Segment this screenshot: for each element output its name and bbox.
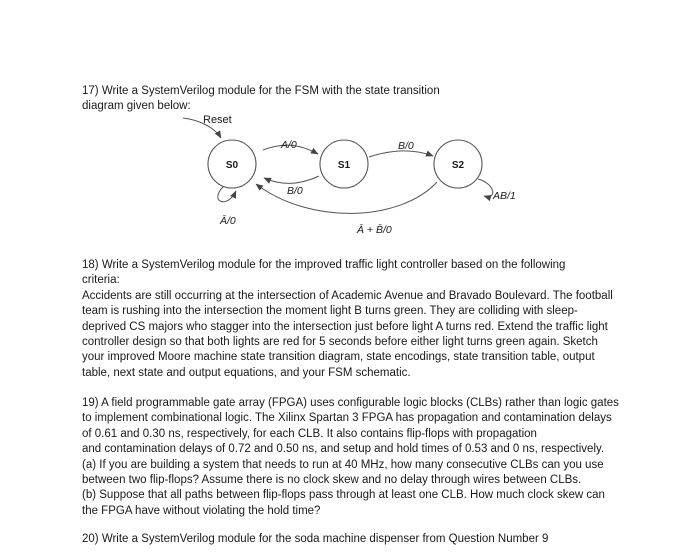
question-20 <box>82 532 642 547</box>
question-18-line: controller design so that both lights are red for 5 seconds before either light turns green again. Sketch <box>82 336 598 349</box>
edge-s0-s1-label: A/0 <box>281 139 297 151</box>
question-18-line: 18) Write a SystemVerilog module for the improved traffic light controller based on the following <box>82 259 566 271</box>
question-20-line: 20) Write a SystemVerilog module for the soda machine dispenser from Question Number 9 <box>82 533 549 545</box>
question-17-line: 17) Write a SystemVerilog module for the FSM with the state transition <box>82 85 440 97</box>
reset-label: Reset <box>203 114 232 126</box>
state-s1-label: S1 <box>337 160 351 171</box>
question-18-line: your improved Moore machine state transition diagram, state encodings, state transition table, output <box>82 351 595 364</box>
question-19-line: 19) A field programmable gate array (FPGA) uses configurable logic blocks (CLBs) rather than logic gates <box>82 397 619 409</box>
question-18-line: criteria: <box>82 274 120 287</box>
edge-s2-s0-label: Ā + B̄/0 <box>357 224 392 236</box>
question-19-line: (a) If you are building a system that needs to run at 40 MHz, how many consecutive CLBs can you use <box>82 458 604 471</box>
edge-s0-self-label: Ā/0 <box>220 215 236 227</box>
edge-s2-self-label: AB/1 <box>493 190 516 202</box>
edge-s1-s2-label: B/0 <box>398 140 414 152</box>
edge-s1-s0 <box>264 176 319 183</box>
question-17-line: diagram given below: <box>82 100 191 113</box>
state-s2-label: S2 <box>451 160 465 171</box>
question-19-line: and contamination delays of 0.72 and 0.50 ns, and setup and hold times of 0.53 and 0 ns, respectively. <box>82 443 605 456</box>
question-19-line: between two flip-flops? Assume there is no clock skew and no delay through wires between CLBs. <box>82 474 582 487</box>
question-18-line: Accidents are still occurring at the intersection of Academic Avenue and Bravado Boulevard. The football <box>82 289 613 302</box>
edge-s1-s0-label: B/0 <box>287 185 303 197</box>
edge-s2-self <box>478 179 493 197</box>
state-s0-label: S0 <box>225 160 239 171</box>
question-18-line: deprived CS majors who stagger into the intersection just before light A turns red. Extend the traffic light <box>82 320 608 333</box>
question-18-line: table, next state and output equations, and your FSM schematic. <box>82 366 411 379</box>
question-19-line: the FPGA have without violating the hold time? <box>82 504 321 517</box>
question-18 <box>82 258 642 381</box>
question-19 <box>82 396 642 519</box>
question-18-line: team is rushing into the intersection the moment light B turns green. They are colliding with sleep- <box>82 305 578 318</box>
question-19-line: of 0.61 and 0.30 ns, respectively, for each CLB. It also contains flip-flops with propagation <box>82 427 537 440</box>
question-19-line: (b) Suppose that all paths between flip-flops pass through at least one CLB. How much clock skew can <box>82 489 605 502</box>
question-19-line: to implement combinational logic. The Xilinx Spartan 3 FPGA has propagation and contamination delays <box>82 412 612 425</box>
